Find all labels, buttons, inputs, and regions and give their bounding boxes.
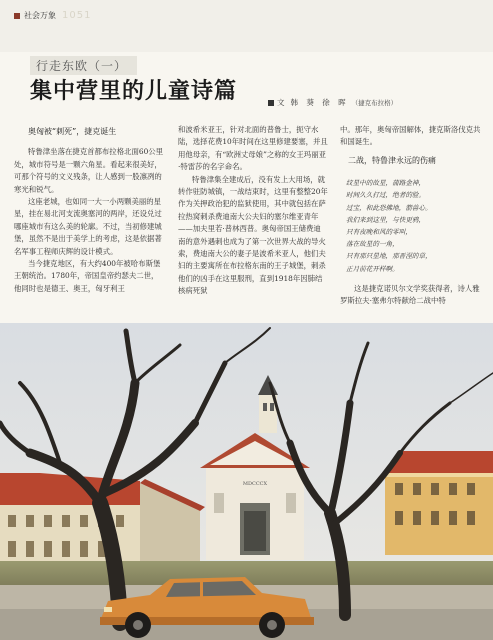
poem-line: 过宝，和此恐佛地，箭兽心。 bbox=[346, 203, 432, 212]
paragraph: 中。那年，奥匈帝国解体，捷克斯洛伐克共和国诞生。 bbox=[340, 125, 481, 147]
poem-line: 落在故星的一角， bbox=[346, 240, 399, 249]
series-title: 行走东欧（一） bbox=[30, 56, 137, 75]
photo-illustration bbox=[0, 323, 493, 640]
right-building bbox=[385, 451, 493, 555]
text-column-2 bbox=[178, 124, 328, 298]
byline-role: 文 bbox=[277, 98, 285, 107]
town-square-photo bbox=[0, 323, 493, 640]
paragraph: 特鲁津集全建成后，没有发上大用场，就转作驻防城镇，一战结束时，这里有整整20年作为关押政治犯的监狱使用，其中就包括在萨拉热窝刺杀费迪南大公夫妇的塞尔维亚青年——加夫里若·普林西普。奥匈帝国王储费迪南的意外遇刺也成为了第一次世界大战的导火索，费迪南大公的妻子是波希米亚人，他们夫妇的主要寓所在布拉格东南的王子城堡，刺杀他们的凶手在这里服刑，直到1918年因肺结核病死狱 bbox=[178, 174, 328, 296]
article-headline: 集中营里的儿童诗篇 bbox=[30, 79, 238, 104]
poem-line: 时间久久打过，绝者的脸。 bbox=[346, 191, 426, 200]
paragraph: 和波希米亚王，针对北面的普鲁士，扼守水陆，选择花费10年时间在这里修建要塞，并且用他母亲，有“欧洲丈母娘”之称的女王玛丽亚·特雷莎的名字命名。 bbox=[178, 125, 328, 172]
poem-line: 只有夜晚和风的零叫， bbox=[346, 228, 412, 237]
paragraph: 这座老城，也如同一大一小两颗美丽的星星，挂在易北河支流奥塞河的两岸，还设兑过哪座城市有这么美的轮廓。不过，当初修建城堡，虽然不是出于美学上的考虑，这是依据著名军事工程师庆辉的设计模式。 bbox=[14, 197, 162, 256]
church-inscription: MDCCCX bbox=[242, 481, 268, 487]
text-column-3 bbox=[340, 124, 485, 308]
poem-line: 正月前花开样啊。 bbox=[346, 264, 399, 273]
subheading-2: 二战，特鲁津永远的伤痛 bbox=[348, 155, 436, 165]
paragraph: 当今捷克地区，有大约400年被哈布斯堡王朝统治。1780年，帝国皇帝约瑟夫二世，他同时也是德王、奥王，匈牙利王 bbox=[14, 259, 161, 293]
paragraph: 特鲁津坐落在捷克首都布拉格北面60公里处，城市符号是一颗六角星。看起来很美好，可那个符号的文义残条，让人感到一股凛冽的寒光和锐气。 bbox=[14, 147, 164, 194]
text-column-1 bbox=[14, 122, 164, 295]
poem-line: 只有那只星地，那晋涅的草， bbox=[346, 252, 432, 261]
byline-authors: 韩 葵 徐 晖 bbox=[290, 98, 349, 107]
poem-line: 我们来到这里，与快更鸦， bbox=[346, 215, 426, 224]
subheading-1: 奥匈被“刺死”，捷克诞生 bbox=[28, 127, 117, 136]
byline bbox=[268, 97, 397, 108]
byline-location: （捷克布拉格） bbox=[351, 99, 398, 107]
poem-line: 纹星中的故星，蒲路金神， bbox=[346, 179, 426, 188]
section-marker-icon bbox=[14, 13, 20, 19]
section-page-number: 1051 bbox=[62, 10, 92, 21]
header-band bbox=[0, 0, 493, 52]
section-label: 社会万象 bbox=[24, 11, 56, 20]
poem bbox=[346, 177, 485, 275]
byline-marker-icon bbox=[268, 100, 274, 106]
section-tag bbox=[14, 10, 91, 21]
paragraph: 这是捷克诺贝尔文学奖获得者，诗人雅罗斯拉夫·塞弗尔特献给二战中特 bbox=[340, 283, 480, 306]
